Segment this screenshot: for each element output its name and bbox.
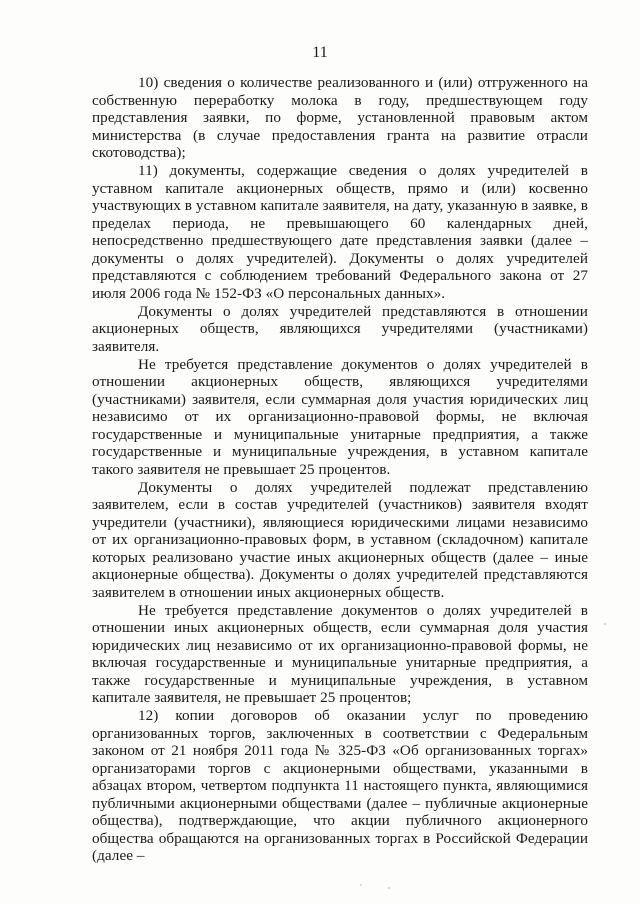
paragraph-exemption-2: Не требуется представление документов о долях учредителей в отношении иных акционерных обществ, если суммарная доля участия юридических лиц независимо от их организационно-правовой формы, не включая государственные и муниципальные унитарные предприятия, а также государственные и муниципальные учреждения, в уставном капитале заявителя, не превышает 25 процентов; [92, 601, 588, 706]
scan-speck [604, 623, 606, 625]
scan-speck [360, 884, 362, 886]
paragraph-shareholder-docs: Документы о долях учредителей представляются в отношении акционерных обществ, являющихся учредителями (участниками) заявителя. [92, 302, 588, 355]
paragraph-exemption-1: Не требуется представление документов о долях учредителей в отношении акционерных обществ, являющихся учредителями (участниками) заявителя, если суммарная доля участия юридических лиц независимо от их организационно-правовой формы, не включая государственные и муниципальные унитарные предприятия, а также государственные и муниципальные учреждения, в уставном капитале такого заявителя не превышает 25 процентов. [92, 355, 588, 478]
page-number: 11 [312, 44, 328, 61]
paragraph-item-12: 12) копии договоров об оказании услуг по проведению организованных торгов, заключенных в соответствии с Федеральным законом от 21 ноября 2011 года № 325-ФЗ «Об организованных торгах» организаторами торгов с акционерными обществами, указанными в абзацах втором, четвертом подпункта 11 настоящего пункта, являющимися публичными акционерными обществами (далее – публичные акционерные общества), подтверждающие, что акции публичного акционерного общества обращаются на организованных торгах в Российской Федерации (далее – [92, 707, 588, 864]
document-body [92, 74, 588, 865]
paragraph-other-jsc-docs: Документы о долях учредителей подлежат представлению заявителем, если в состав учредителей (участников) заявителя входят учредители (участники), являющиеся юридическими лицами независимо от их организационно-правовых форм, в уставном (складочном) капитале которых реализовано участие иных акционерных обществ (далее – иные акционерные общества). Документы о долях учредителей представляются заявителем в отношении иных акционерных обществ. [92, 478, 588, 601]
paragraph-item-10: 10) сведения о количестве реализованного и (или) отгруженного на собственную переработку молока в году, предшествующем году представления заявки, по форме, установленной правовым актом министерства (в случае предоставления гранта на развитие отрасли скотоводства); [92, 74, 588, 161]
scan-speck [388, 887, 390, 889]
paragraph-item-11: 11) документы, содержащие сведения о долях учредителей в уставном капитале акционерных обществ, прямо и (или) косвенно участвующих в уставном капитале заявителя, на дату, указанную в заявке, в пределах периода, не превышающего 60 календарных дней, непосредственно предшествующего дате представления заявки (далее – документы о долях учредителей). Документы о долях учредителей представляются с соблюдением требований Федерального закона от 27 июля 2006 года № 152-ФЗ «О персональных данных». [92, 162, 588, 302]
